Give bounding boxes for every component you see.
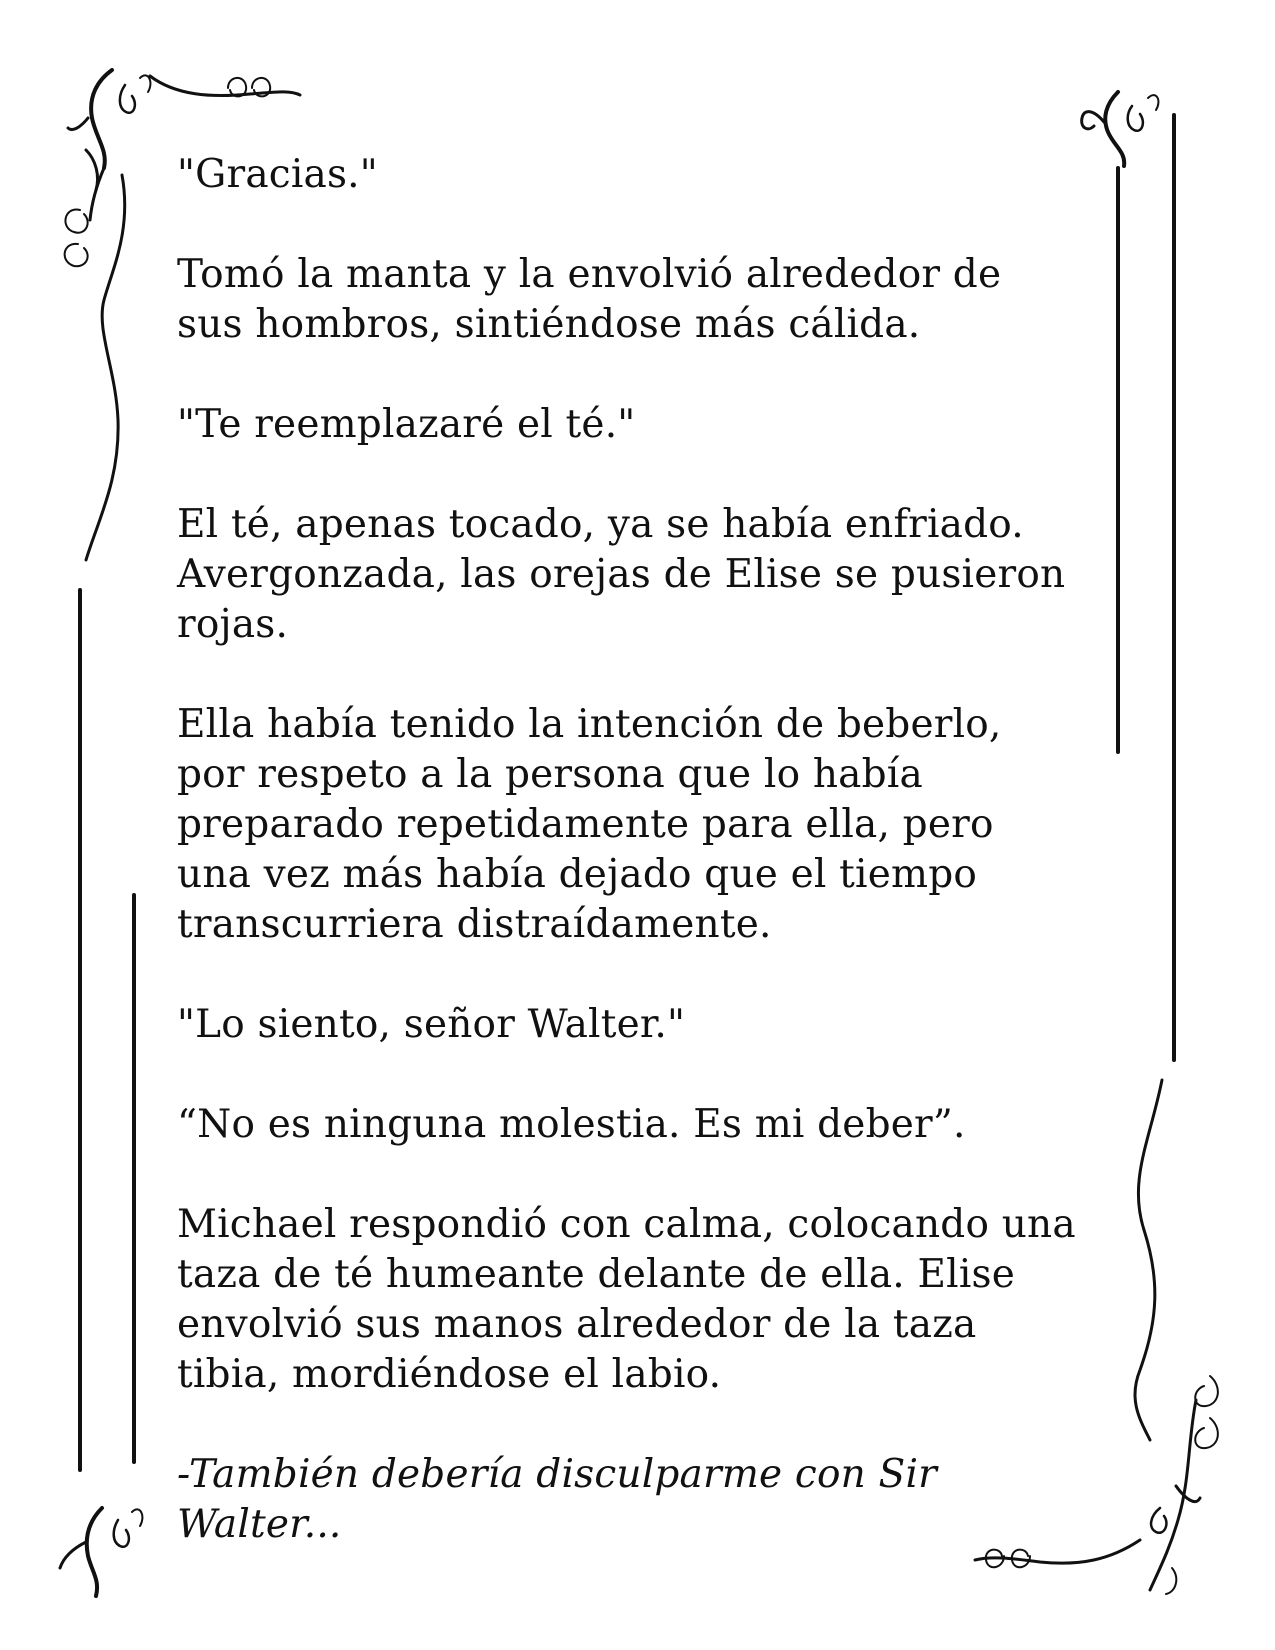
paragraph-lo-siento: "Lo siento, señor Walter.": [177, 1002, 686, 1047]
paragraph-disculparme: -También debería disculparme con Sir Walter...: [177, 1452, 937, 1547]
bottom-left-flourish-icon: [60, 1508, 142, 1596]
paragraph-michael: Michael respondió con calma, colocando una taza de té humeante delante de ella. Elise envolvió sus manos alrededor de la taza tibia, mordiéndose el labio.: [177, 1202, 1076, 1397]
paragraph-deber: “No es ninguna molestia. Es mi deber”.: [177, 1102, 966, 1147]
left-wavy-line-icon: [86, 175, 125, 560]
paragraph-gracias: "Gracias.": [177, 152, 378, 197]
paragraph-reemplazare: "Te reemplazaré el té.": [177, 402, 636, 447]
top-right-flourish-icon: [1082, 92, 1159, 166]
paragraph-intencion: Ella había tenido la intención de beberlo, por respeto a la persona que lo había preparado repetidamente para ella, pero una vez más había dejado que el tiempo transcurriera distraídamente.: [177, 702, 1002, 947]
page-text: [177, 150, 1077, 1550]
paragraph-te-enfriado: El té, apenas tocado, ya se había enfriado. Avergonzada, las orejas de Elise se pusieron rojas.: [177, 502, 1066, 647]
paragraph-manta: Tomó la manta y la envolvió alrededor de sus hombros, sintiéndose más cálida.: [177, 252, 1002, 347]
right-wavy-line-icon: [1135, 1080, 1162, 1440]
